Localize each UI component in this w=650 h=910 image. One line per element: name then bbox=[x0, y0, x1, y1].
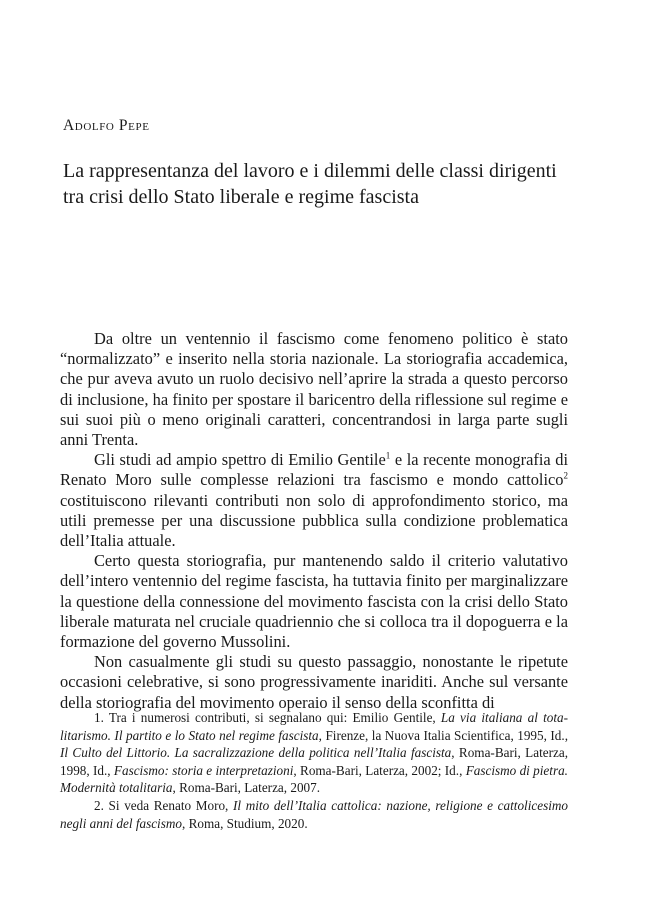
footnote-text: , Roma-Bari, Laterza, 2002; Id., bbox=[293, 762, 466, 778]
cited-title: Il mito dell’Italia cattolica: nazione, religione e cattolicesimo negli anni del fascismo bbox=[60, 797, 568, 831]
footnote-text: , Roma-Bari, Laterza, 1998, Id., bbox=[60, 745, 568, 778]
cited-title: Fascismo di pietra. Modernità totalitaria bbox=[60, 762, 568, 796]
footnotes bbox=[60, 709, 568, 832]
body-text bbox=[60, 329, 568, 713]
paragraph-text: costituiscono rilevanti contributi non solo di approfondimento storico, ma utili premesse per una discussione pubblica sulla condizione problematica dell’Italia attuale. bbox=[60, 490, 568, 551]
footnote-text: 2. Si veda Renato Moro, bbox=[94, 797, 234, 813]
paragraph bbox=[60, 450, 568, 551]
cited-title: Il Culto del Littorio. La sacralizzazione della politica nell’Italia fascista bbox=[60, 745, 452, 761]
article-title bbox=[63, 158, 583, 210]
author-name: Adolfo Pepe bbox=[63, 117, 150, 134]
cited-title: La via italiana al totalitarismo. Il partito e lo Stato nel regime fascista bbox=[60, 710, 568, 743]
footnote-text: , Roma-Bari, Laterza, 2007. bbox=[172, 780, 321, 796]
footnote bbox=[60, 709, 568, 797]
paragraph-text: e la recente monografia di Renato Moro sulle complesse relazioni tra fascismo e mondo cattolico bbox=[60, 450, 569, 490]
footnote-text: 1. Tra i numerosi contributi, si segnalano qui: Emilio Gentile, bbox=[94, 710, 441, 725]
footnote-text: , Firenze, la Nuova Italia Scientifica, 1995, Id., bbox=[318, 727, 568, 743]
title-line: tra crisi dello Stato liberale e regime fascista bbox=[63, 186, 419, 208]
paragraph: Non casualmente gli studi su questo passaggio, nonostante le ripetute occasioni celebrative, si sono progressivamente inariditi. Anche sul versante della storiografia del movimento operaio il senso della sconfitta di bbox=[60, 652, 568, 712]
paragraph: Certo questa storiografia, pur mantenendo saldo il criterio valutativo dell’intero ventennio del regime fascista, ha tuttavia finito per marginalizzare la questione della connessione del movimento fascista con la crisi dello Stato liberale maturata nel cruciale quadriennio che si colloca tra il dopoguerra e la formazione del governo Mussolini. bbox=[60, 551, 568, 652]
cited-title: Fascismo: storia e interpretazioni bbox=[113, 762, 294, 778]
footnote-text: , Roma, Studium, 2020. bbox=[181, 815, 308, 831]
footnote bbox=[60, 797, 568, 832]
footnote-ref: 2 bbox=[563, 470, 568, 481]
footnote-ref: 1 bbox=[385, 450, 391, 461]
paragraph: Da oltre un ventennio il fascismo come fenomeno politico è stato “normalizzato” e inserito nella storia nazionale. La storiografia accademica, che pur aveva avuto un ruolo decisivo nell’aprire la strada a questo percorso di inclusione, ha finito per spostare il baricentro della riflessione sul regime e sui suoi più o meno originali caratteri, concentrandosi in larga parte sugli anni Trenta. bbox=[60, 329, 568, 450]
paragraph-text: Gli studi ad ampio spettro di Emilio Gentile bbox=[94, 450, 386, 470]
title-line: La rappresentanza del lavoro e i dilemmi delle classi dirigenti bbox=[63, 160, 557, 182]
